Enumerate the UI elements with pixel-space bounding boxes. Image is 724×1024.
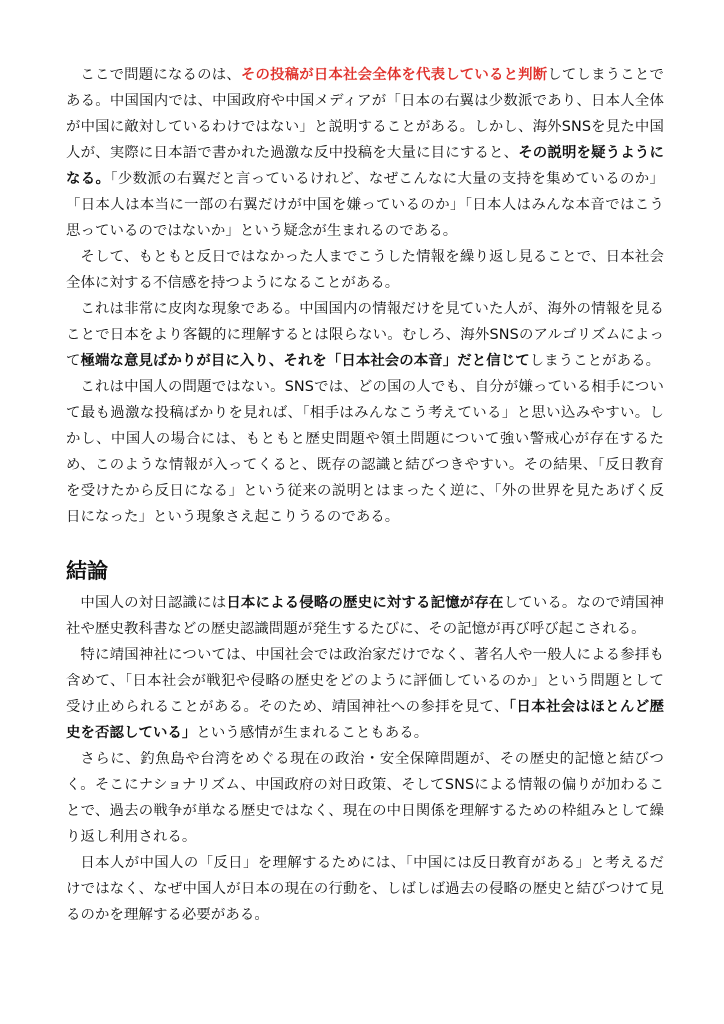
paragraph bbox=[66, 642, 664, 746]
paragraph-text: 特に靖国神社については、中国社会では政治家だけでなく、著名人や一般人による参拝も含めて、「日本社会が戦犯や侵略の歴史をどのように評価しているのか」という問題として受け止められることがある。そのため、靖国神社への参拝を見て、 bbox=[66, 647, 664, 715]
paragraph-text: これは非常に皮肉な現象である。中国国内の情報だけを見ていた人が、海外の情報を見ることで日本をより客観的に理解するとは限らない。むしろ、海外SNSのアルゴリズムによって bbox=[66, 301, 664, 369]
paragraph bbox=[66, 746, 664, 850]
paragraph-text: これは中国人の問題ではない。SNSでは、どの国の人でも、自分が嫌っている相手について最も過激な投稿ばかりを見れば、「相手はみんなこう考えている」と思い込みやすい。しかし、中国人の場合には、もともと歴史問題や領土問題について強い警戒心が存在するため、このような情報が入ってくると、既存の認識と結びつきやすい。その結果、「反日教育を受けたから反日になる」という従来の説明とはまったく逆に、「外の世界を見たあげく反日になった」という現象さえ起こりうるのである。 bbox=[66, 379, 664, 525]
paragraph-text: という感情が生まれることもある。 bbox=[196, 725, 429, 741]
emphasized-text: 極端な意見ばかりが目に入り、それを「日本社会の本音」だと信じて bbox=[80, 353, 530, 369]
paragraph-text: 中国人の対日認識には bbox=[80, 595, 227, 611]
body-section-before bbox=[66, 62, 664, 530]
paragraph-text: 「少数派の右翼だと言っているけれど、なぜこんなに大量の支持を集めているのか」「日本人は本当に一部の右翼だけが中国を嫌っているのか」「日本人はみんな本音ではこう思っているのではないか」という疑念が生まれるのである。 bbox=[66, 171, 664, 239]
emphasized-text: 「日本社会はほとんど歴史を否認している」 bbox=[66, 699, 664, 741]
emphasized-text: その説明を疑うようになる。 bbox=[66, 145, 664, 187]
paragraph-text: してしまうことである。中国国内では、中国政府や中国メディアが「日本の右翼は少数派であり、日本人全体が中国に敵対しているわけではない」と説明することがある。しかし、海外SNSを見た中国人が、実際に日本語で書かれた過激な反中投稿を大量に目にすると、 bbox=[66, 67, 664, 161]
paragraph-text: ここで問題になるのは、 bbox=[80, 67, 241, 83]
paragraph-text: しまうことがある。 bbox=[529, 353, 661, 369]
section-heading: 結論 bbox=[66, 559, 108, 583]
paragraph bbox=[66, 850, 664, 928]
paragraph bbox=[66, 244, 664, 296]
document-page bbox=[66, 62, 664, 928]
highlighted-text: その投稿が日本社会全体を代表していると判断 bbox=[240, 67, 548, 83]
paragraph-text: している。なので靖国神社や歴史教科書などの歴史認識問題が発生するたびに、その記憶が再び呼び起こされる。 bbox=[66, 595, 664, 637]
body-section-after bbox=[66, 590, 664, 928]
paragraph bbox=[66, 296, 664, 374]
emphasized-text: 日本による侵略の歴史に対する記憶が存在 bbox=[226, 595, 504, 611]
paragraph bbox=[66, 62, 664, 244]
paragraph-text: そして、もともと反日ではなかった人までこうした情報を繰り返し見ることで、日本社会全体に対する不信感を持つようになることがある。 bbox=[66, 249, 664, 291]
paragraph bbox=[66, 590, 664, 642]
paragraph bbox=[66, 374, 664, 530]
paragraph-text: さらに、釣魚島や台湾をめぐる現在の政治・安全保障問題が、その歴史的記憶と結びつく。そこにナショナリズム、中国政府の対日政策、そしてSNSによる情報の偏りが加わることで、過去の戦争が単なる歴史ではなく、現在の中日関係を理解するための枠組みとして繰り返し利用される。 bbox=[66, 751, 664, 845]
paragraph-text: 日本人が中国人の「反日」を理解するためには、「中国には反日教育がある」と考えるだけではなく、なぜ中国人が日本の現在の行動を、しばしば過去の侵略の歴史と結びつけて見るのかを理解する必要がある。 bbox=[66, 855, 664, 923]
